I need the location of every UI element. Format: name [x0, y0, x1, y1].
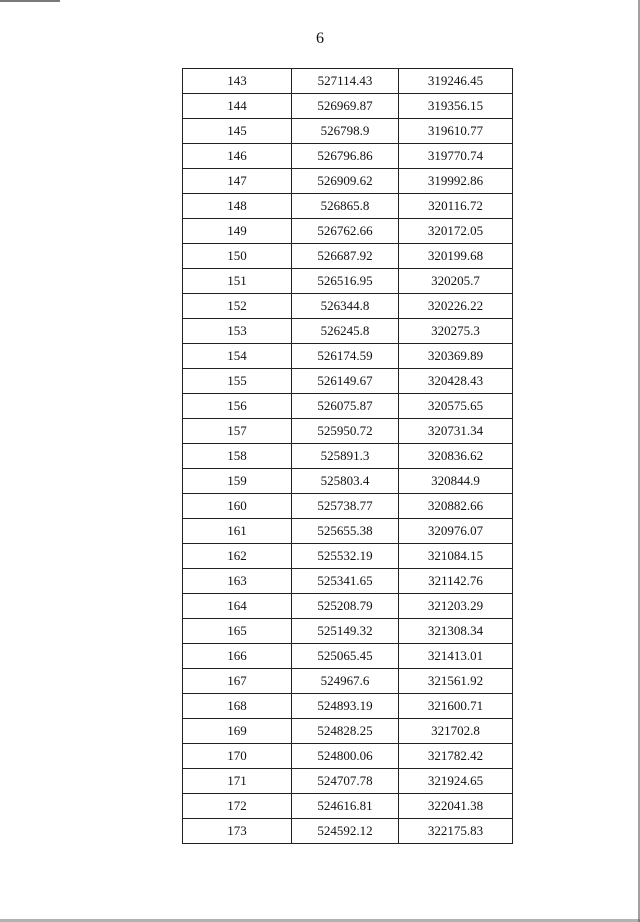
x-coordinate-cell: 525149.32 [292, 619, 399, 644]
table-row [183, 519, 513, 544]
y-coordinate-cell: 320116.72 [399, 194, 513, 219]
y-coordinate-cell: 322041.38 [399, 794, 513, 819]
y-coordinate-cell: 321308.34 [399, 619, 513, 644]
table-row [183, 194, 513, 219]
table-row [183, 469, 513, 494]
table-row [183, 369, 513, 394]
x-coordinate-cell: 525065.45 [292, 644, 399, 669]
page-number: 6 [316, 30, 324, 47]
x-coordinate-cell: 525891.3 [292, 444, 399, 469]
table-row [183, 419, 513, 444]
point-number-cell: 148 [183, 194, 292, 219]
x-coordinate-cell: 524616.81 [292, 794, 399, 819]
point-number-cell: 155 [183, 369, 292, 394]
y-coordinate-cell: 319356.15 [399, 94, 513, 119]
point-number-cell: 158 [183, 444, 292, 469]
y-coordinate-cell: 321203.29 [399, 594, 513, 619]
y-coordinate-cell: 320275.3 [399, 319, 513, 344]
y-coordinate-cell: 319610.77 [399, 119, 513, 144]
table-row [183, 494, 513, 519]
x-coordinate-cell: 525208.79 [292, 594, 399, 619]
y-coordinate-cell: 320575.65 [399, 394, 513, 419]
x-coordinate-cell: 525738.77 [292, 494, 399, 519]
y-coordinate-cell: 320882.66 [399, 494, 513, 519]
y-coordinate-cell: 320836.62 [399, 444, 513, 469]
y-coordinate-cell: 320205.7 [399, 269, 513, 294]
y-coordinate-cell: 321702.8 [399, 719, 513, 744]
point-number-cell: 146 [183, 144, 292, 169]
table-row [183, 669, 513, 694]
x-coordinate-cell: 525341.65 [292, 569, 399, 594]
x-coordinate-cell: 526245.8 [292, 319, 399, 344]
x-coordinate-cell: 524707.78 [292, 769, 399, 794]
table-row [183, 219, 513, 244]
y-coordinate-cell: 321561.92 [399, 669, 513, 694]
table-row [183, 394, 513, 419]
point-number-cell: 162 [183, 544, 292, 569]
point-number-cell: 161 [183, 519, 292, 544]
x-coordinate-cell: 526149.67 [292, 369, 399, 394]
point-number-cell: 156 [183, 394, 292, 419]
x-coordinate-cell: 525950.72 [292, 419, 399, 444]
y-coordinate-cell: 321084.15 [399, 544, 513, 569]
y-coordinate-cell: 321600.71 [399, 694, 513, 719]
coordinates-table [182, 68, 513, 844]
point-number-cell: 145 [183, 119, 292, 144]
y-coordinate-cell: 321924.65 [399, 769, 513, 794]
y-coordinate-cell: 320172.05 [399, 219, 513, 244]
point-number-cell: 157 [183, 419, 292, 444]
x-coordinate-cell: 524967.6 [292, 669, 399, 694]
point-number-cell: 169 [183, 719, 292, 744]
table-row [183, 819, 513, 844]
x-coordinate-cell: 526909.62 [292, 169, 399, 194]
table-row [183, 694, 513, 719]
point-number-cell: 144 [183, 94, 292, 119]
x-coordinate-cell: 525803.4 [292, 469, 399, 494]
point-number-cell: 160 [183, 494, 292, 519]
x-coordinate-cell: 526969.87 [292, 94, 399, 119]
point-number-cell: 159 [183, 469, 292, 494]
y-coordinate-cell: 321142.76 [399, 569, 513, 594]
coordinates-table-body [183, 69, 513, 844]
table-row [183, 644, 513, 669]
x-coordinate-cell: 526174.59 [292, 344, 399, 369]
x-coordinate-cell: 525532.19 [292, 544, 399, 569]
y-coordinate-cell: 320428.43 [399, 369, 513, 394]
y-coordinate-cell: 319246.45 [399, 69, 513, 94]
point-number-cell: 147 [183, 169, 292, 194]
point-number-cell: 143 [183, 69, 292, 94]
table-row [183, 619, 513, 644]
y-coordinate-cell: 320731.34 [399, 419, 513, 444]
table-row [183, 294, 513, 319]
x-coordinate-cell: 526344.8 [292, 294, 399, 319]
table-row [183, 319, 513, 344]
point-number-cell: 154 [183, 344, 292, 369]
point-number-cell: 153 [183, 319, 292, 344]
x-coordinate-cell: 526865.8 [292, 194, 399, 219]
table-row [183, 769, 513, 794]
table-row [183, 444, 513, 469]
point-number-cell: 167 [183, 669, 292, 694]
x-coordinate-cell: 526516.95 [292, 269, 399, 294]
x-coordinate-cell: 526798.9 [292, 119, 399, 144]
x-coordinate-cell: 524828.25 [292, 719, 399, 744]
point-number-cell: 168 [183, 694, 292, 719]
table-row [183, 594, 513, 619]
x-coordinate-cell: 524893.19 [292, 694, 399, 719]
x-coordinate-cell: 526687.92 [292, 244, 399, 269]
x-coordinate-cell: 526796.86 [292, 144, 399, 169]
table-row [183, 144, 513, 169]
table-row [183, 169, 513, 194]
y-coordinate-cell: 320976.07 [399, 519, 513, 544]
point-number-cell: 163 [183, 569, 292, 594]
table-row [183, 719, 513, 744]
x-coordinate-cell: 524592.12 [292, 819, 399, 844]
point-number-cell: 149 [183, 219, 292, 244]
x-coordinate-cell: 524800.06 [292, 744, 399, 769]
y-coordinate-cell: 321413.01 [399, 644, 513, 669]
y-coordinate-cell: 320226.22 [399, 294, 513, 319]
point-number-cell: 172 [183, 794, 292, 819]
point-number-cell: 164 [183, 594, 292, 619]
table-row [183, 244, 513, 269]
table-row [183, 794, 513, 819]
y-coordinate-cell: 320844.9 [399, 469, 513, 494]
y-coordinate-cell: 320369.89 [399, 344, 513, 369]
table-row [183, 69, 513, 94]
table-row [183, 544, 513, 569]
table-row [183, 744, 513, 769]
y-coordinate-cell: 321782.42 [399, 744, 513, 769]
y-coordinate-cell: 320199.68 [399, 244, 513, 269]
x-coordinate-cell: 525655.38 [292, 519, 399, 544]
point-number-cell: 171 [183, 769, 292, 794]
scan-edge-top [0, 0, 640, 2]
table-row [183, 344, 513, 369]
point-number-cell: 166 [183, 644, 292, 669]
x-coordinate-cell: 527114.43 [292, 69, 399, 94]
x-coordinate-cell: 526762.66 [292, 219, 399, 244]
point-number-cell: 173 [183, 819, 292, 844]
table-row [183, 119, 513, 144]
table-row [183, 269, 513, 294]
y-coordinate-cell: 319992.86 [399, 169, 513, 194]
point-number-cell: 150 [183, 244, 292, 269]
y-coordinate-cell: 319770.74 [399, 144, 513, 169]
point-number-cell: 165 [183, 619, 292, 644]
table-row [183, 569, 513, 594]
table-row [183, 94, 513, 119]
point-number-cell: 151 [183, 269, 292, 294]
point-number-cell: 152 [183, 294, 292, 319]
x-coordinate-cell: 526075.87 [292, 394, 399, 419]
y-coordinate-cell: 322175.83 [399, 819, 513, 844]
point-number-cell: 170 [183, 744, 292, 769]
